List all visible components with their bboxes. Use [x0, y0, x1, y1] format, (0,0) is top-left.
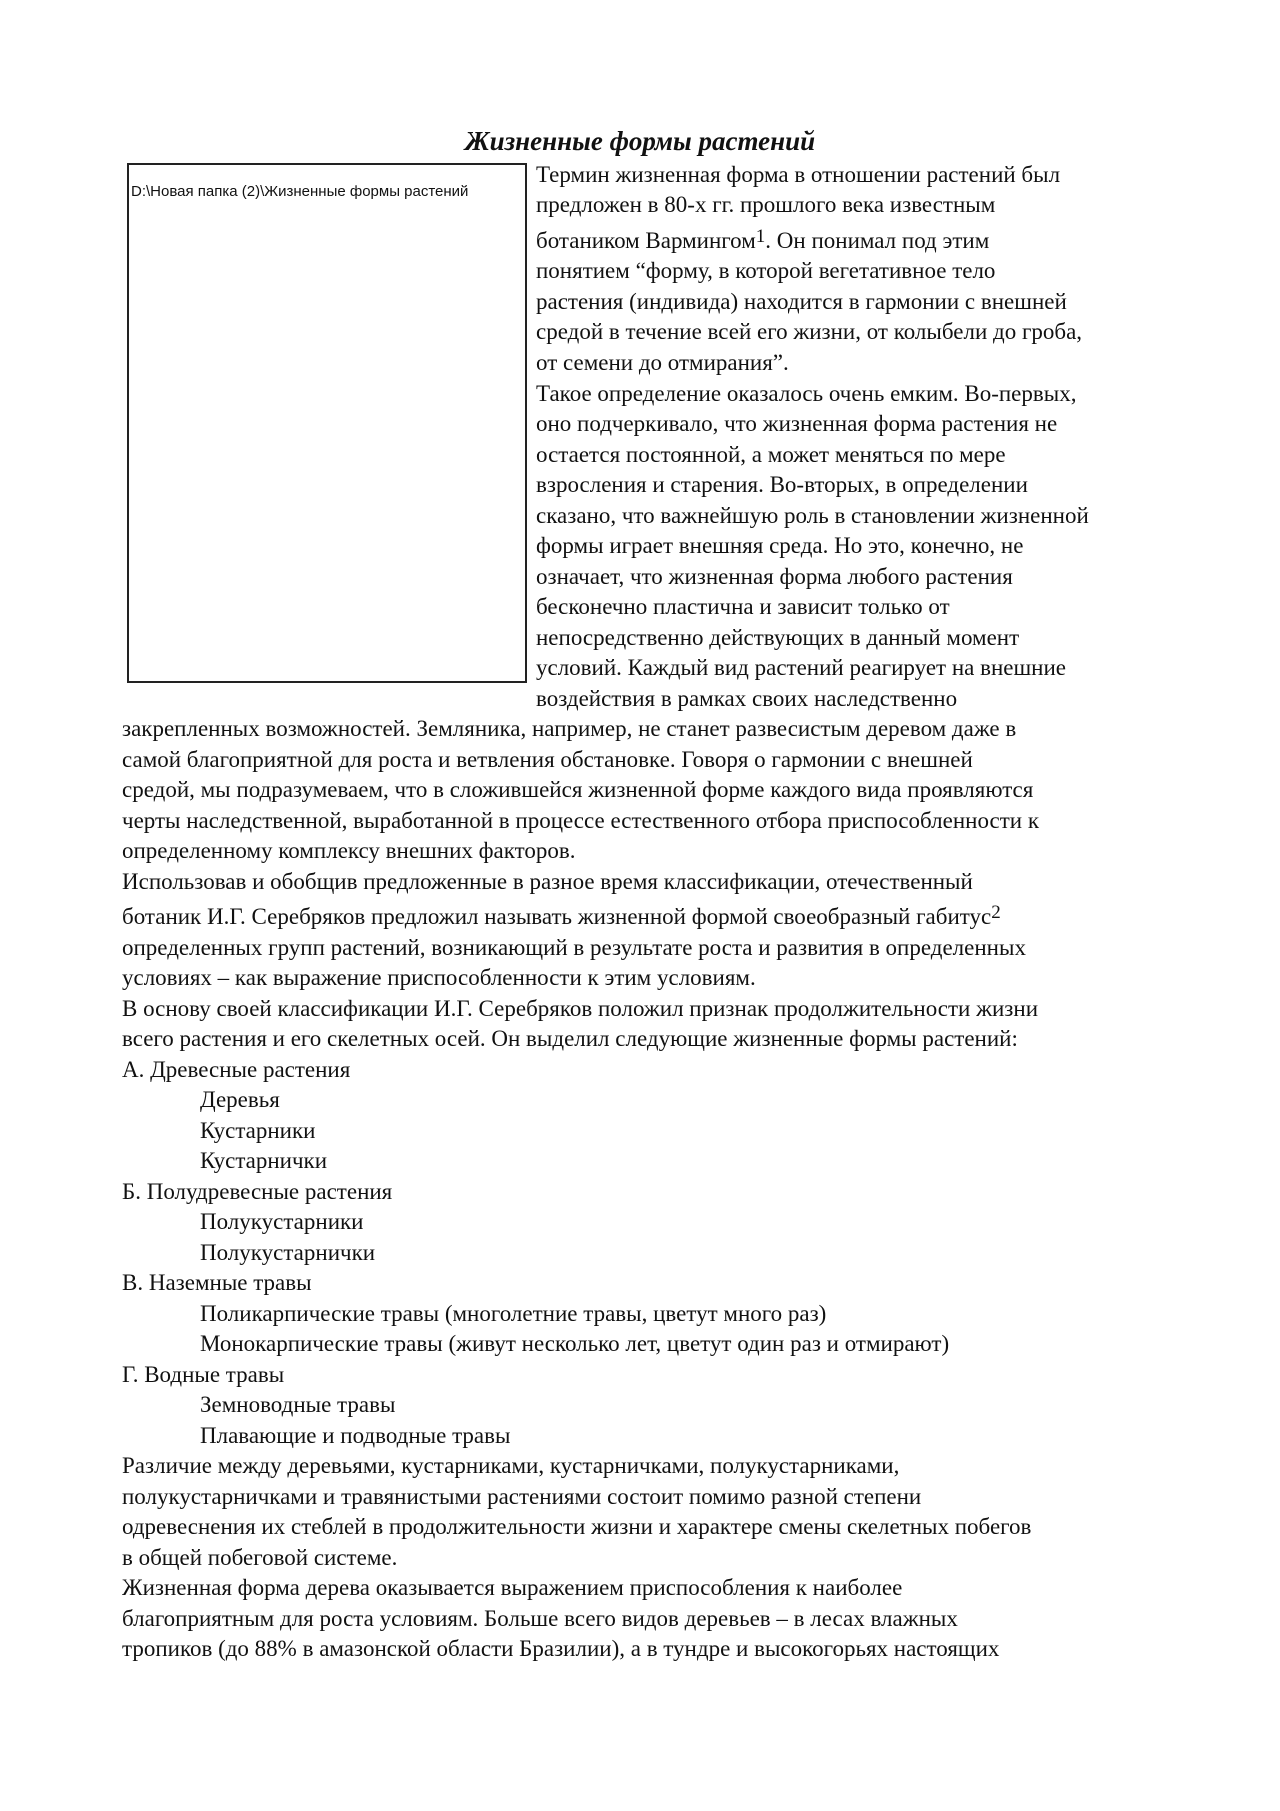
text-line	[122, 902, 1001, 932]
list-item: Кустарники	[200, 1118, 316, 1143]
broken-image-placeholder	[127, 163, 527, 683]
text-line: взросления и старения. Во-вторых, в определении	[536, 472, 1028, 497]
text-line: от семени до отмирания”.	[536, 350, 789, 375]
text-line: определенных групп растений, возникающий в результате роста и развития в определенных	[122, 935, 1026, 960]
text-line: сказано, что важнейшую роль в становлении жизненной	[536, 503, 1089, 528]
text-line: Термин жизненная форма в отношении растений был	[536, 162, 1061, 187]
text-line: бесконечно пластична и зависит только от	[536, 594, 950, 619]
text-line: означает, что жизненная форма любого растения	[536, 564, 1013, 589]
text-line: понятием “форму, в которой вегетативное тело	[536, 258, 996, 283]
list-item: Полукустарники	[200, 1209, 364, 1234]
text-line: воздействия в рамках своих наследственно	[536, 686, 958, 711]
text-line: Использовав и обобщив предложенные в разное время классификации, отечественный	[122, 869, 973, 894]
list-heading: А. Древесные растения	[122, 1057, 351, 1082]
text-line: формы играет внешняя среда. Но это, конечно, не	[536, 533, 1024, 558]
text-line: остается постоянной, а может меняться по мере	[536, 442, 1006, 467]
list-item: Земноводные травы	[200, 1392, 396, 1417]
text-line: средой в течение всей его жизни, от колыбели до гроба,	[536, 319, 1083, 344]
text-line: благоприятным для роста условиям. Больше всего видов деревьев – в лесах влажных	[122, 1606, 958, 1631]
text-line: полукустарничками и травянистыми растениями состоит помимо разной степени	[122, 1484, 922, 1509]
text-line: Различие между деревьями, кустарниками, кустарничками, полукустарниками,	[122, 1453, 900, 1478]
image-file-path: D:\Новая папка (2)\Жизненные формы растений	[131, 183, 469, 200]
text-segment: ботаник И.Г. Серебряков предложил называть жизненной формой своеобразный габитус	[122, 904, 992, 929]
list-item: Плавающие и подводные травы	[200, 1423, 511, 1448]
list-heading: В. Наземные травы	[122, 1270, 312, 1295]
text-line: тропиков (до 88% в амазонской области Бразилии), а в тундре и высокогорьях настоящих	[122, 1636, 1000, 1661]
text-line: условий. Каждый вид растений реагирует на внешние	[536, 655, 1067, 680]
text-line: определенному комплексу внешних факторов.	[122, 838, 576, 863]
list-item: Кустарнички	[200, 1148, 328, 1173]
text-line: в общей побеговой системе.	[122, 1545, 398, 1570]
list-heading: Г. Водные травы	[122, 1362, 285, 1387]
list-item: Полукустарнички	[200, 1240, 376, 1265]
text-line	[536, 226, 989, 256]
list-item: Деревья	[200, 1087, 280, 1112]
text-line: растения (индивида) находится в гармонии с внешней	[536, 289, 1067, 314]
text-line: непосредственно действующих в данный момент	[536, 625, 1020, 650]
list-heading: Б. Полудревесные растения	[122, 1179, 393, 1204]
footnote-ref-1: 1	[755, 226, 766, 247]
footnote-ref-2: 2	[991, 902, 1001, 923]
text-line: черты наследственной, выработанной в процессе естественного отбора приспособленности к	[122, 808, 1040, 833]
text-line: самой благоприятной для роста и ветвления обстановке. Говоря о гармонии с внешней	[122, 747, 973, 772]
text-line: предложен в 80-х гг. прошлого века известным	[536, 192, 996, 217]
text-line: всего растения и его скелетных осей. Он выделил следующие жизненные формы растений:	[122, 1026, 1018, 1051]
text-line: Такое определение оказалось очень емким. Во-первых,	[536, 381, 1077, 406]
list-item: Поликарпические травы (многолетние травы, цветут много раз)	[200, 1301, 827, 1326]
text-line: В основу своей классификации И.Г. Серебряков положил признак продолжительности жизни	[122, 996, 1039, 1021]
text-segment: ботаником Вармингом	[536, 228, 756, 253]
text-line: оно подчеркивало, что жизненная форма растения не	[536, 411, 1058, 436]
text-line: Жизненная форма дерева оказывается выражением приспособления к наиболее	[122, 1575, 903, 1600]
text-line: условиях – как выражение приспособленности к этим условиям.	[122, 965, 756, 990]
text-line: закрепленных возможностей. Земляника, например, не станет развесистым деревом даже в	[122, 716, 1017, 741]
text-line: средой, мы подразумеваем, что в сложившейся жизненной форме каждого вида проявляются	[122, 777, 1034, 802]
text-segment: . Он понимал под этим	[765, 228, 990, 253]
text-line: одревеснения их стеблей в продолжительности жизни и характере смены скелетных побегов	[122, 1514, 1032, 1539]
list-item: Монокарпические травы (живут несколько лет, цветут один раз и отмирают)	[200, 1331, 950, 1356]
document-title: Жизненные формы растений	[464, 126, 816, 156]
